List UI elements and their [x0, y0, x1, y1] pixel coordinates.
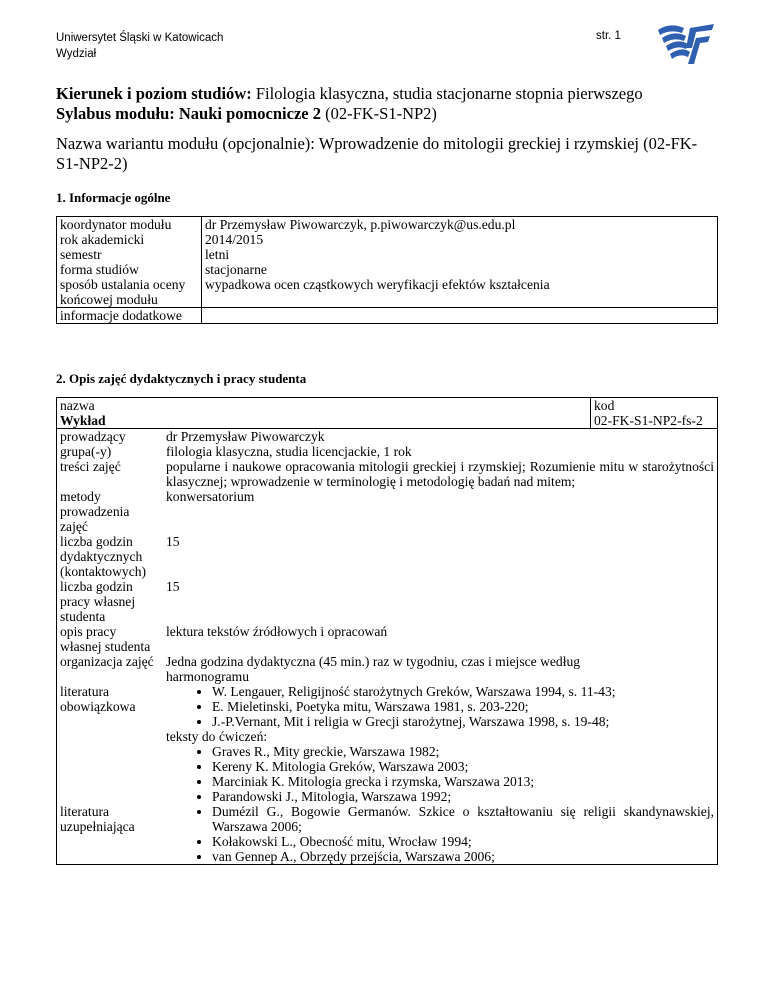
table-row	[57, 684, 718, 804]
table-row	[57, 277, 718, 308]
list-item: • E. Mieletinski, Poetyka mitu, Warszawa 1981, s. 203-220;	[212, 699, 714, 714]
godziny-dyd-value: 15	[163, 534, 718, 579]
kierunek-label: Kierunek i poziom studiów:	[56, 84, 252, 103]
department-name: Wydział	[56, 48, 97, 60]
page-number: str. 1	[596, 30, 621, 42]
list-item: • van Gennep A., Obrzędy przejścia, Warszawa 2006;	[212, 849, 714, 864]
nazwa-label: nazwa	[60, 398, 95, 413]
kierunek-line	[56, 84, 716, 104]
title-block	[56, 84, 716, 124]
grupa-value: filologia klasyczna, studia licencjackie, 1 rok	[163, 444, 718, 459]
teksty-list	[166, 744, 714, 804]
list-item: • W. Lengauer, Religijność starożytnych Greków, Warszawa 1994, s. 11-43;	[212, 684, 714, 699]
row-label: sposób ustalania oceny końcowej modułu	[57, 277, 202, 308]
list-item: • Marciniak K. Mitologia grecka i rzymska, Warszawa 2013;	[212, 774, 714, 789]
table-row	[57, 804, 718, 865]
list-item: • Dumézil G., Bogowie Germanów. Szkice o kształtowaniu się religii skandynawskiej, Warszawa 2006;	[212, 804, 714, 834]
kod-cell	[591, 398, 718, 429]
kierunek-value: Filologia klasyczna, studia stacjonarne stopnia pierwszego	[251, 84, 643, 103]
lit-uzup-label: literatura uzupełniająca	[57, 804, 164, 865]
tresci-value: popularne i naukowe opracowania mitologii greckiej i rzymskiej; Rozumienie mitu w starożytności klasycznej; wprowadzenie w terminologię i metodologię badań nad mitem;	[163, 459, 718, 489]
teksty-label: teksty do ćwiczeń:	[166, 729, 268, 744]
general-info-table	[56, 216, 718, 324]
nazwa-value: Wykład	[60, 413, 106, 428]
table-row	[57, 534, 718, 579]
section-1-heading: 1. Informacje ogólne	[56, 190, 171, 205]
table-row	[57, 429, 718, 445]
row-label: semestr	[57, 247, 202, 262]
row-value	[202, 308, 718, 324]
table-row	[57, 459, 718, 489]
prowadzacy-label: prowadzący	[57, 429, 164, 445]
lit-obow-list	[166, 684, 714, 729]
list-item: • Kereny K. Mitologia Greków, Warszawa 2003;	[212, 759, 714, 774]
lit-obow-cell	[163, 684, 718, 804]
row-label: informacje dodatkowe	[57, 308, 202, 324]
table-row	[57, 444, 718, 459]
sylabus-code: (02-FK-S1-NP2)	[320, 104, 437, 123]
list-item: • J.-P.Vernant, Mit i religia w Grecji starożytnej, Warszawa 1998, s. 19-48;	[212, 714, 714, 729]
tresci-label: treści zajęć	[57, 459, 164, 489]
lit-uzup-list	[166, 804, 714, 864]
row-label: koordynator modułu	[57, 217, 202, 233]
table-row	[57, 247, 718, 262]
godziny-wl-value: 15	[163, 579, 718, 624]
godziny-wl-label: liczba godzin pracy własnej studenta	[57, 579, 164, 624]
row-value: dr Przemysław Piwowarczyk, p.piwowarczyk@us.edu.pl	[202, 217, 718, 233]
kod-label: kod	[594, 398, 615, 413]
lit-obow-label: literatura obowiązkowa	[57, 684, 164, 804]
course-description-table	[56, 397, 718, 865]
opis-label: opis pracy własnej studenta	[57, 624, 164, 654]
university-logo-icon	[656, 20, 716, 72]
opis-value: lektura tekstów źródłowych i opracowań	[163, 624, 718, 654]
row-label: rok akademicki	[57, 232, 202, 247]
table-row	[57, 262, 718, 277]
section-2-heading: 2. Opis zajęć dydaktycznych i pracy studenta	[56, 371, 307, 386]
metody-value: konwersatorium	[163, 489, 718, 534]
kod-value: 02-FK-S1-NP2-fs-2	[594, 413, 703, 428]
sylabus-line	[56, 104, 716, 124]
godziny-dyd-label: liczba godzin dydaktycznych (kontaktowych)	[57, 534, 164, 579]
sylabus-label: Sylabus modułu: Nauki pomocnicze 2	[56, 104, 321, 123]
table-row	[57, 308, 718, 324]
organizacja-value: Jedna godzina dydaktyczna (45 min.) raz w tygodniu, czas i miejsce według harmonogramu	[163, 654, 718, 684]
list-item: • Parandowski J., Mitologia, Warszawa 1992;	[212, 789, 714, 804]
table-row	[57, 217, 718, 233]
table-row	[57, 624, 718, 654]
row-value: letni	[202, 247, 718, 262]
table-row	[57, 489, 718, 534]
page-header	[56, 30, 223, 62]
table-row	[57, 579, 718, 624]
row-value: stacjonarne	[202, 262, 718, 277]
list-item: • Graves R., Mity greckie, Warszawa 1982;	[212, 744, 714, 759]
metody-label: metody prowadzenia zajęć	[57, 489, 164, 534]
grupa-label: grupa(-y)	[57, 444, 164, 459]
row-label: forma studiów	[57, 262, 202, 277]
wariant-title: Nazwa wariantu modułu (opcjonalnie): Wprowadzenie do mitologii greckiej i rzymskiej (02-FK-S1-NP2-2)	[56, 134, 698, 173]
university-name: Uniwersytet Śląski w Katowicach	[56, 32, 224, 44]
row-value: wypadkowa ocen cząstkowych weryfikacji efektów kształcenia	[202, 277, 718, 308]
prowadzacy-value: dr Przemysław Piwowarczyk	[163, 429, 718, 445]
lit-uzup-cell	[163, 804, 718, 865]
table-row	[57, 398, 718, 429]
table-row	[57, 232, 718, 247]
table-row	[57, 654, 718, 684]
nazwa-cell	[57, 398, 591, 429]
organizacja-label: organizacja zajęć	[57, 654, 164, 684]
list-item: • Kołakowski L., Obecność mitu, Wrocław 1994;	[212, 834, 714, 849]
row-value: 2014/2015	[202, 232, 718, 247]
